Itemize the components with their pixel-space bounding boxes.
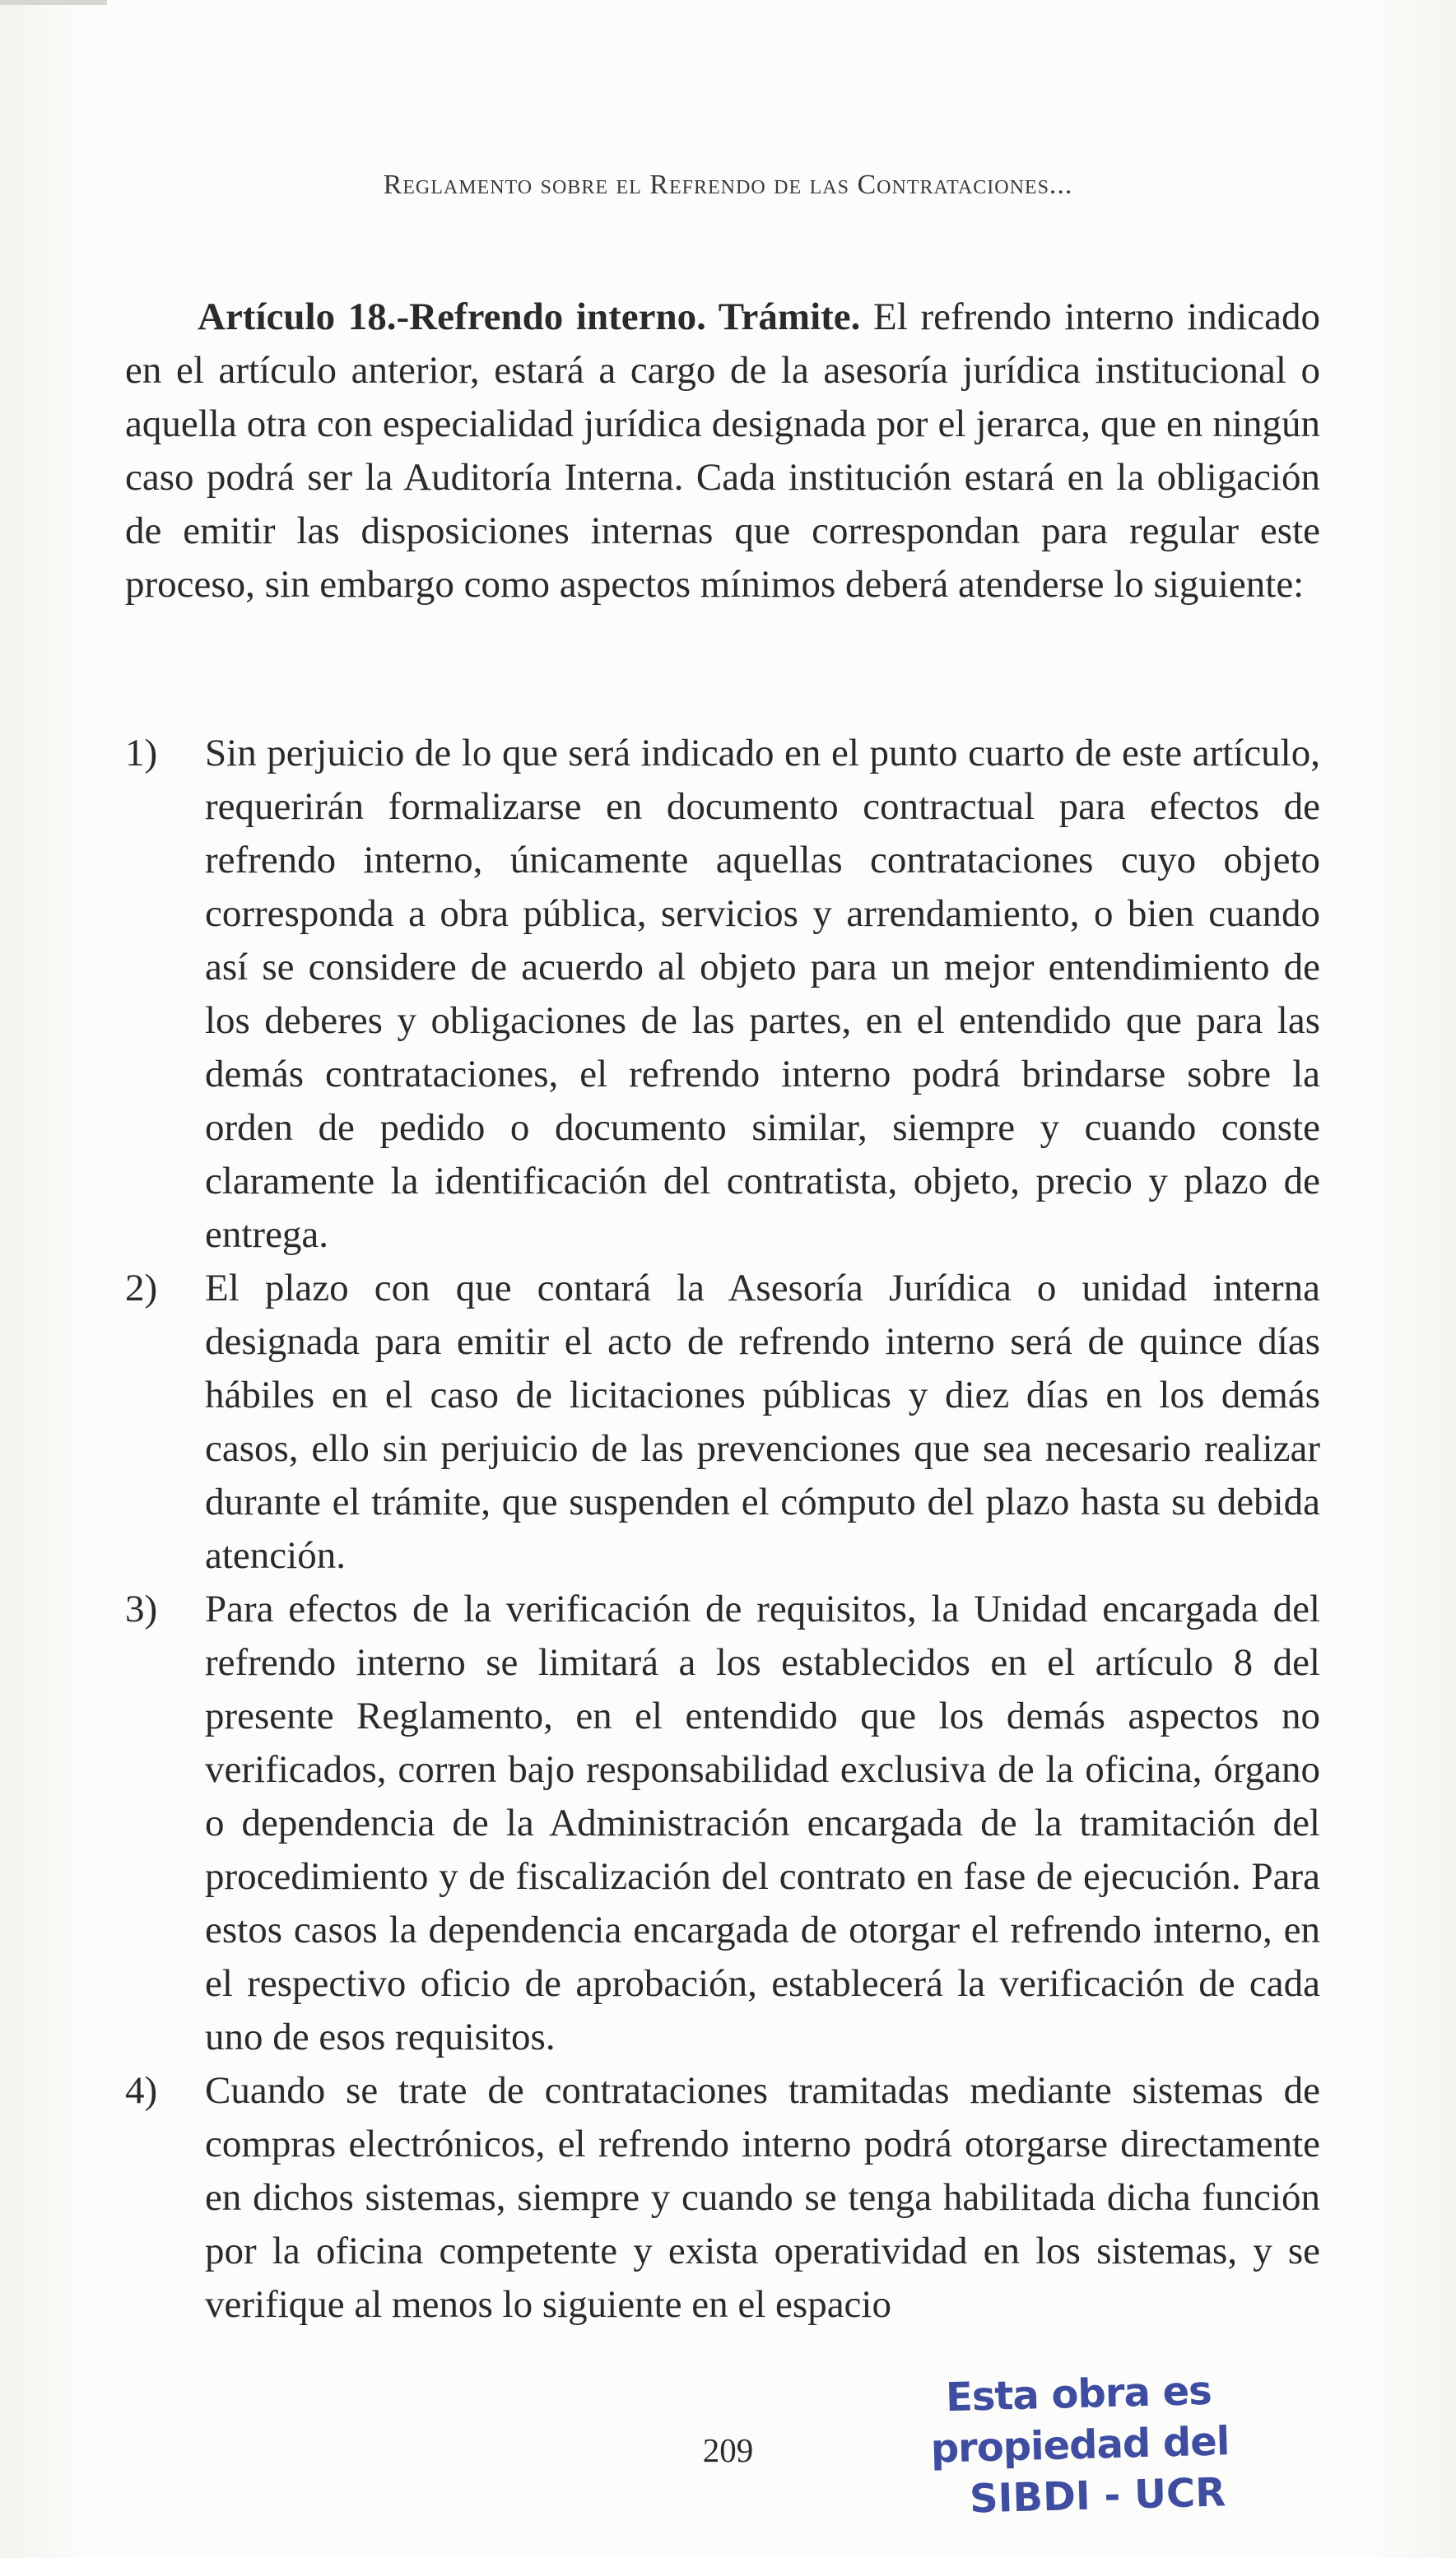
stamp-line-2: SIBDI - UCR — [969, 2469, 1226, 2523]
list-item-text: Cuando se trate de contrataciones tramitadas mediante sistemas de compras electrónicos, el refrendo interno podrá otorgarse directamente en dichos sistemas, siempre y cuando se tenga habilitada dicha función por la oficina competente y exista operatividad en los sistemas, y se verifique al menos lo siguiente en el espacio — [205, 2069, 1320, 2326]
running-header: Reglamento sobre el Refrendo de las Contrataciones... — [383, 170, 1073, 200]
article-heading: Artículo 18.-Refrendo interno. Trámite. — [198, 295, 861, 338]
scan-edge-mark — [0, 0, 107, 5]
list-item-text: Para efectos de la verificación de requisitos, la Unidad encargada del refrendo interno se limitará a los establecidos en el artículo 8 del presente Reglamento, en el entendido que los demás aspectos no verificados, corren bajo responsabilidad exclusiva de la oficina, órgano o dependencia de la Administración encargada de la tramitación del procedimiento y de fiscalización del contrato en fase de ejecución. Para estos casos la dependencia encargada de otorgar el refrendo interno, en el respectivo oficio de aprobación, establecerá la verificación de cada uno de esos requisitos. — [205, 1588, 1320, 2058]
list-item-number: 1) — [125, 732, 158, 774]
list-item — [125, 2064, 1320, 2332]
page-number: 209 — [702, 2431, 754, 2469]
list-item-text: Sin perjuicio de lo que será indicado en el punto cuarto de este artículo, requerirán formalizarse en documento contractual para efectos de refrendo interno, únicamente aquellas contrataciones cuyo objeto corresponda a obra pública, servicios y arrendamiento, o bien cuando así se considere de acuerdo al objeto para un mejor entendimiento de los deberes y obligaciones de las partes, en el entendido que para las demás contrataciones, el refrendo interno podrá brindarse sobre la orden de pedido o documento similar, siempre y cuando conste claramente la identificación del contratista, objeto, precio y plazo de entrega. — [205, 732, 1320, 1256]
article-intro-paragraph — [125, 291, 1320, 612]
list-item — [125, 727, 1320, 1262]
list-item-number: 2) — [125, 1267, 158, 1309]
list-item-text: El plazo con que contará la Asesoría Jurídica o unidad interna designada para emitir el acto de refrendo interno será de quince días hábiles en el caso de licitaciones públicas y diez días en los demás casos, ello sin perjuicio de las prevenciones que sea necesario realizar durante el trámite, que suspenden el cómputo del plazo hasta su debida atención. — [205, 1267, 1320, 1577]
list-item — [125, 1262, 1320, 1583]
list-item-number: 4) — [125, 2069, 158, 2112]
library-ownership-stamp — [848, 2363, 1313, 2528]
article-intro-text: El refrendo interno indicado en el artículo anterior, estará a cargo de la asesoría jurídica institucional o aquella otra con especialidad jurídica designada por el jerarca, que en ningún caso podrá ser la Auditoría Interna. Cada institución estará en la obligación de emitir las disposiciones internas que correspondan para regular este proceso, sin embargo como aspectos mínimos deberá atenderse lo siguiente: — [125, 295, 1320, 606]
article-18 — [125, 291, 1320, 612]
list-item — [125, 1583, 1320, 2064]
list-item-number: 3) — [125, 1588, 158, 1630]
requirements-list — [125, 727, 1320, 2332]
stamp-line-1: Esta obra es propiedad del — [930, 2367, 1230, 2472]
